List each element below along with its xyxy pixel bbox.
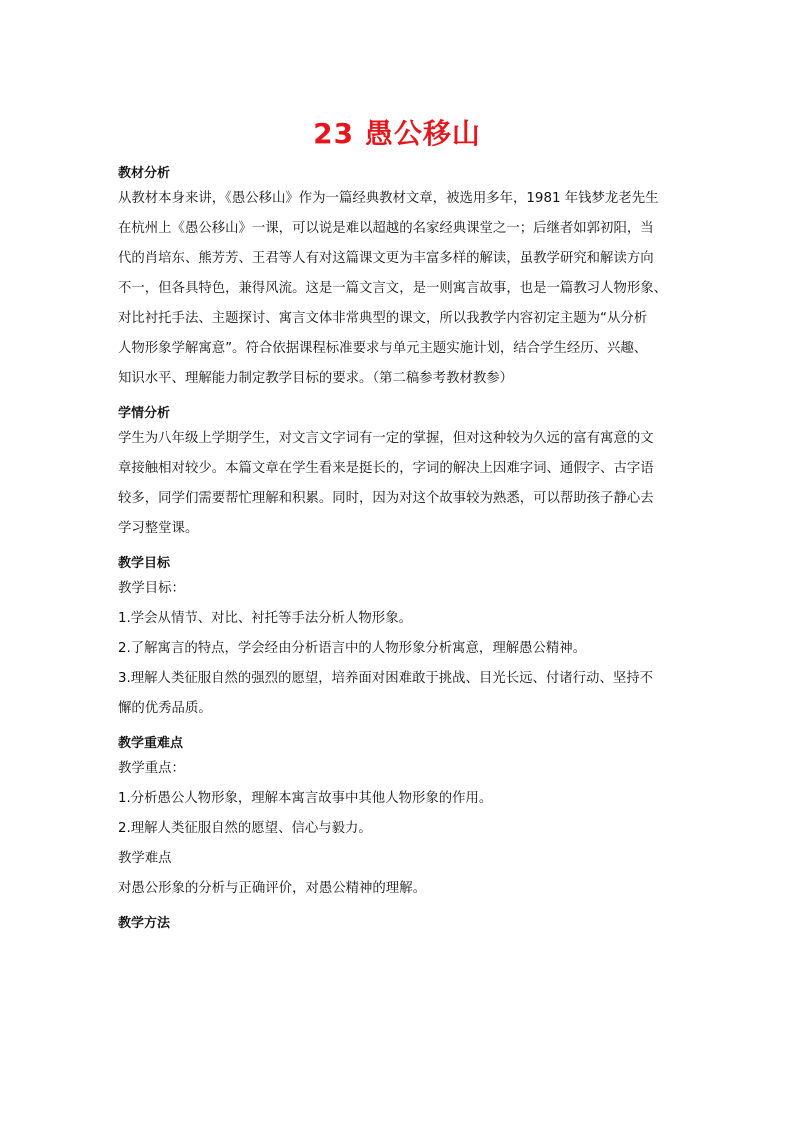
paragraph-line: 对比衬托手法、主题探讨、寓言文体非常典型的课文，所以我教学内容初定主题为“从分析 xyxy=(118,311,648,326)
section-heading-analysis: 教材分析 xyxy=(118,166,171,181)
paragraph-line: 不一，但各具特色，兼得风流。这是一篇文言文，是一则寓言故事，也是一篇教习人物形象、 xyxy=(118,281,668,296)
paragraph-line: 教学目标： xyxy=(118,581,185,596)
paragraph-line: 知识水平、理解能力制定教学目标的要求。（第二稿参考教材教参） xyxy=(118,371,514,386)
section-heading-methods: 教学方法 xyxy=(118,916,171,931)
paragraph-line: 人物形象学解寓意”。符合依据课程标准要求与单元主题实施计划，结合学生经历、兴趣、 xyxy=(118,341,648,356)
paragraph-line: 2.理解人类征服自然的愿望、信心与毅力。 xyxy=(118,821,372,836)
paragraph-line: 学习整堂课。 xyxy=(118,521,199,536)
paragraph-line: 教学难点 xyxy=(118,851,172,866)
paragraph-line: 对愚公形象的分析与正确评价，对愚公精神的理解。 xyxy=(118,881,426,896)
document-title: 23 愚公移山 xyxy=(313,117,481,150)
paragraph-line: 代的肖培东、熊芳芳、王君等人有对这篇课文更为丰富多样的解读，虽教学研究和解读方向 xyxy=(118,251,654,266)
paragraph-line: 从教材本身来讲，《愚公移山》作为一篇经典教材文章，被选用多年，1981 年钱梦龙老先生 xyxy=(118,191,659,206)
section-heading-students: 学情分析 xyxy=(118,406,171,421)
paragraph-line: 1.分析愚公人物形象，理解本寓言故事中其他人物形象的作用。 xyxy=(118,791,493,806)
section-paragraph-keypoints xyxy=(118,754,678,904)
paragraph-line: 章接触相对较少。本篇文章在学生看来是挺长的，字词的解决上因难字词、通假字、古字语 xyxy=(118,461,654,476)
section-paragraph-goals xyxy=(118,574,678,724)
paragraph-line: 1.学会从情节、对比、衬托等手法分析人物形象。 xyxy=(118,611,412,626)
paragraph-line: 学生为八年级上学期学生，对文言文字词有一定的掌握，但对这种较为久远的富有寓意的文 xyxy=(118,431,654,446)
section-heading-keypoints: 教学重难点 xyxy=(118,736,184,751)
paragraph-line: 懈的优秀品质。 xyxy=(118,701,212,716)
document-body xyxy=(118,164,678,934)
paragraph-line: 教学重点： xyxy=(118,761,185,776)
section-paragraph-analysis xyxy=(118,184,678,394)
paragraph-line: 2.了解寓言的特点，学会经由分析语言中的人物形象分析寓意，理解愚公精神。 xyxy=(118,641,587,656)
paragraph-line: 在杭州上《愚公移山》一课，可以说是难以超越的名家经典课堂之一；后继者如郭初阳，当 xyxy=(118,221,654,236)
section-heading-goals: 教学目标 xyxy=(118,556,171,571)
paragraph-line: 3.理解人类征服自然的强烈的愿望，培养面对困难敢于挑战、目光长远、付诸行动、坚持不 xyxy=(118,671,654,686)
paragraph-line: 较多，同学们需要帮忙理解和积累。同时，因为对这个故事较为熟悉，可以帮助孩子静心去 xyxy=(118,491,654,506)
section-paragraph-students xyxy=(118,424,678,544)
